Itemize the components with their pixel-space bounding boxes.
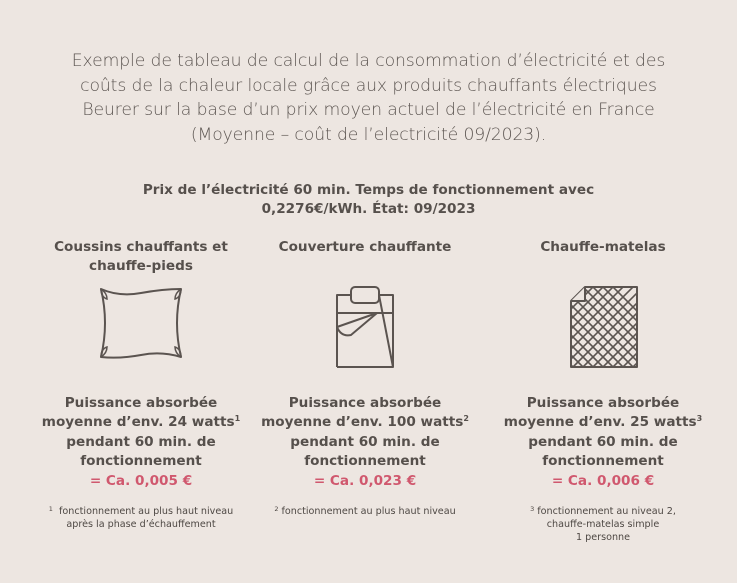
subtitle-line: 0,2276€/kWh. État: 09/2023 bbox=[261, 201, 476, 217]
column-title-line: Couverture chauffante bbox=[278, 239, 452, 255]
column-title bbox=[483, 238, 723, 278]
intro-line: coûts de la chaleur locale grâce aux produits chauffants électriques bbox=[80, 75, 657, 96]
intro-line: (Moyenne – coût de l’electricité 09/2023). bbox=[190, 124, 547, 145]
intro-line: Exemple de tableau de calcul de la consommation d’électricité et des bbox=[71, 51, 666, 71]
footnote-line: 1 personne bbox=[575, 532, 631, 543]
spec-line: fonctionnement bbox=[80, 453, 202, 470]
power-spec bbox=[483, 394, 723, 491]
mattress-pad-icon bbox=[483, 283, 723, 373]
footnote bbox=[21, 505, 261, 531]
spec-line: Puissance absorbée bbox=[64, 395, 218, 411]
footnote bbox=[483, 505, 723, 544]
column-title bbox=[21, 238, 261, 278]
footnote-line: $^2$ fonctionnement au plus haut niveau bbox=[274, 505, 456, 517]
cost-value: = Ca. 0,006 € bbox=[551, 472, 655, 489]
spec-line: moyenne d’env. 100 watts$^2$ bbox=[261, 414, 469, 431]
cost-value: = Ca. 0,005 € bbox=[89, 472, 193, 489]
spec-line: pendant 60 min. de bbox=[66, 433, 216, 450]
footnote-line: $^1$ fonctionnement au plus haut niveau bbox=[48, 505, 234, 517]
spec-line: fonctionnement bbox=[304, 453, 426, 470]
spec-line: pendant 60 min. de bbox=[290, 433, 440, 450]
footnote-marker: 1 bbox=[234, 414, 241, 424]
footnote-line: chauffe-matelas simple bbox=[546, 519, 660, 530]
power-spec bbox=[21, 394, 261, 491]
blanket-bed-icon bbox=[245, 283, 485, 373]
footnote-marker: 2 bbox=[274, 505, 279, 513]
column-title-line: Coussins chauffants et bbox=[54, 239, 228, 255]
pillow-icon bbox=[21, 283, 261, 373]
power-spec bbox=[245, 394, 485, 491]
subtitle-line: Prix de l’électricité 60 min. Temps de fonctionnement avec bbox=[142, 182, 595, 198]
footnote-marker: 3 bbox=[530, 505, 535, 513]
spec-line: Puissance absorbée bbox=[288, 395, 442, 411]
column-title bbox=[245, 238, 485, 278]
column-heated-blanket bbox=[245, 238, 485, 517]
footnote-marker: 2 bbox=[463, 414, 469, 424]
footnote-line: après la phase d’échauffement bbox=[66, 519, 216, 530]
spec-line: moyenne d’env. 24 watts$^1$ bbox=[41, 414, 241, 431]
footnote-line: $^3$ fonctionnement au niveau 2, bbox=[530, 505, 676, 517]
column-title-line: Chauffe-matelas bbox=[540, 239, 666, 255]
spec-line: Puissance absorbée bbox=[526, 395, 680, 411]
spec-line: moyenne d’env. 25 watts$^3$ bbox=[503, 414, 703, 431]
footnote-marker: 1 bbox=[48, 505, 53, 513]
cost-value: = Ca. 0,023 € bbox=[313, 472, 417, 489]
footnote-marker: 3 bbox=[696, 414, 703, 424]
price-subtitle bbox=[100, 181, 637, 219]
column-heating-pads bbox=[21, 238, 261, 530]
column-mattress-pad bbox=[483, 238, 723, 543]
intro-line: Beurer sur la base d’un prix moyen actuel de l’électricité en France bbox=[82, 100, 655, 120]
spec-line: pendant 60 min. de bbox=[528, 433, 678, 450]
spec-line: fonctionnement bbox=[542, 453, 664, 470]
footnote bbox=[245, 505, 485, 518]
column-title-line: chauffe-pieds bbox=[89, 258, 193, 274]
intro-text bbox=[30, 49, 707, 147]
